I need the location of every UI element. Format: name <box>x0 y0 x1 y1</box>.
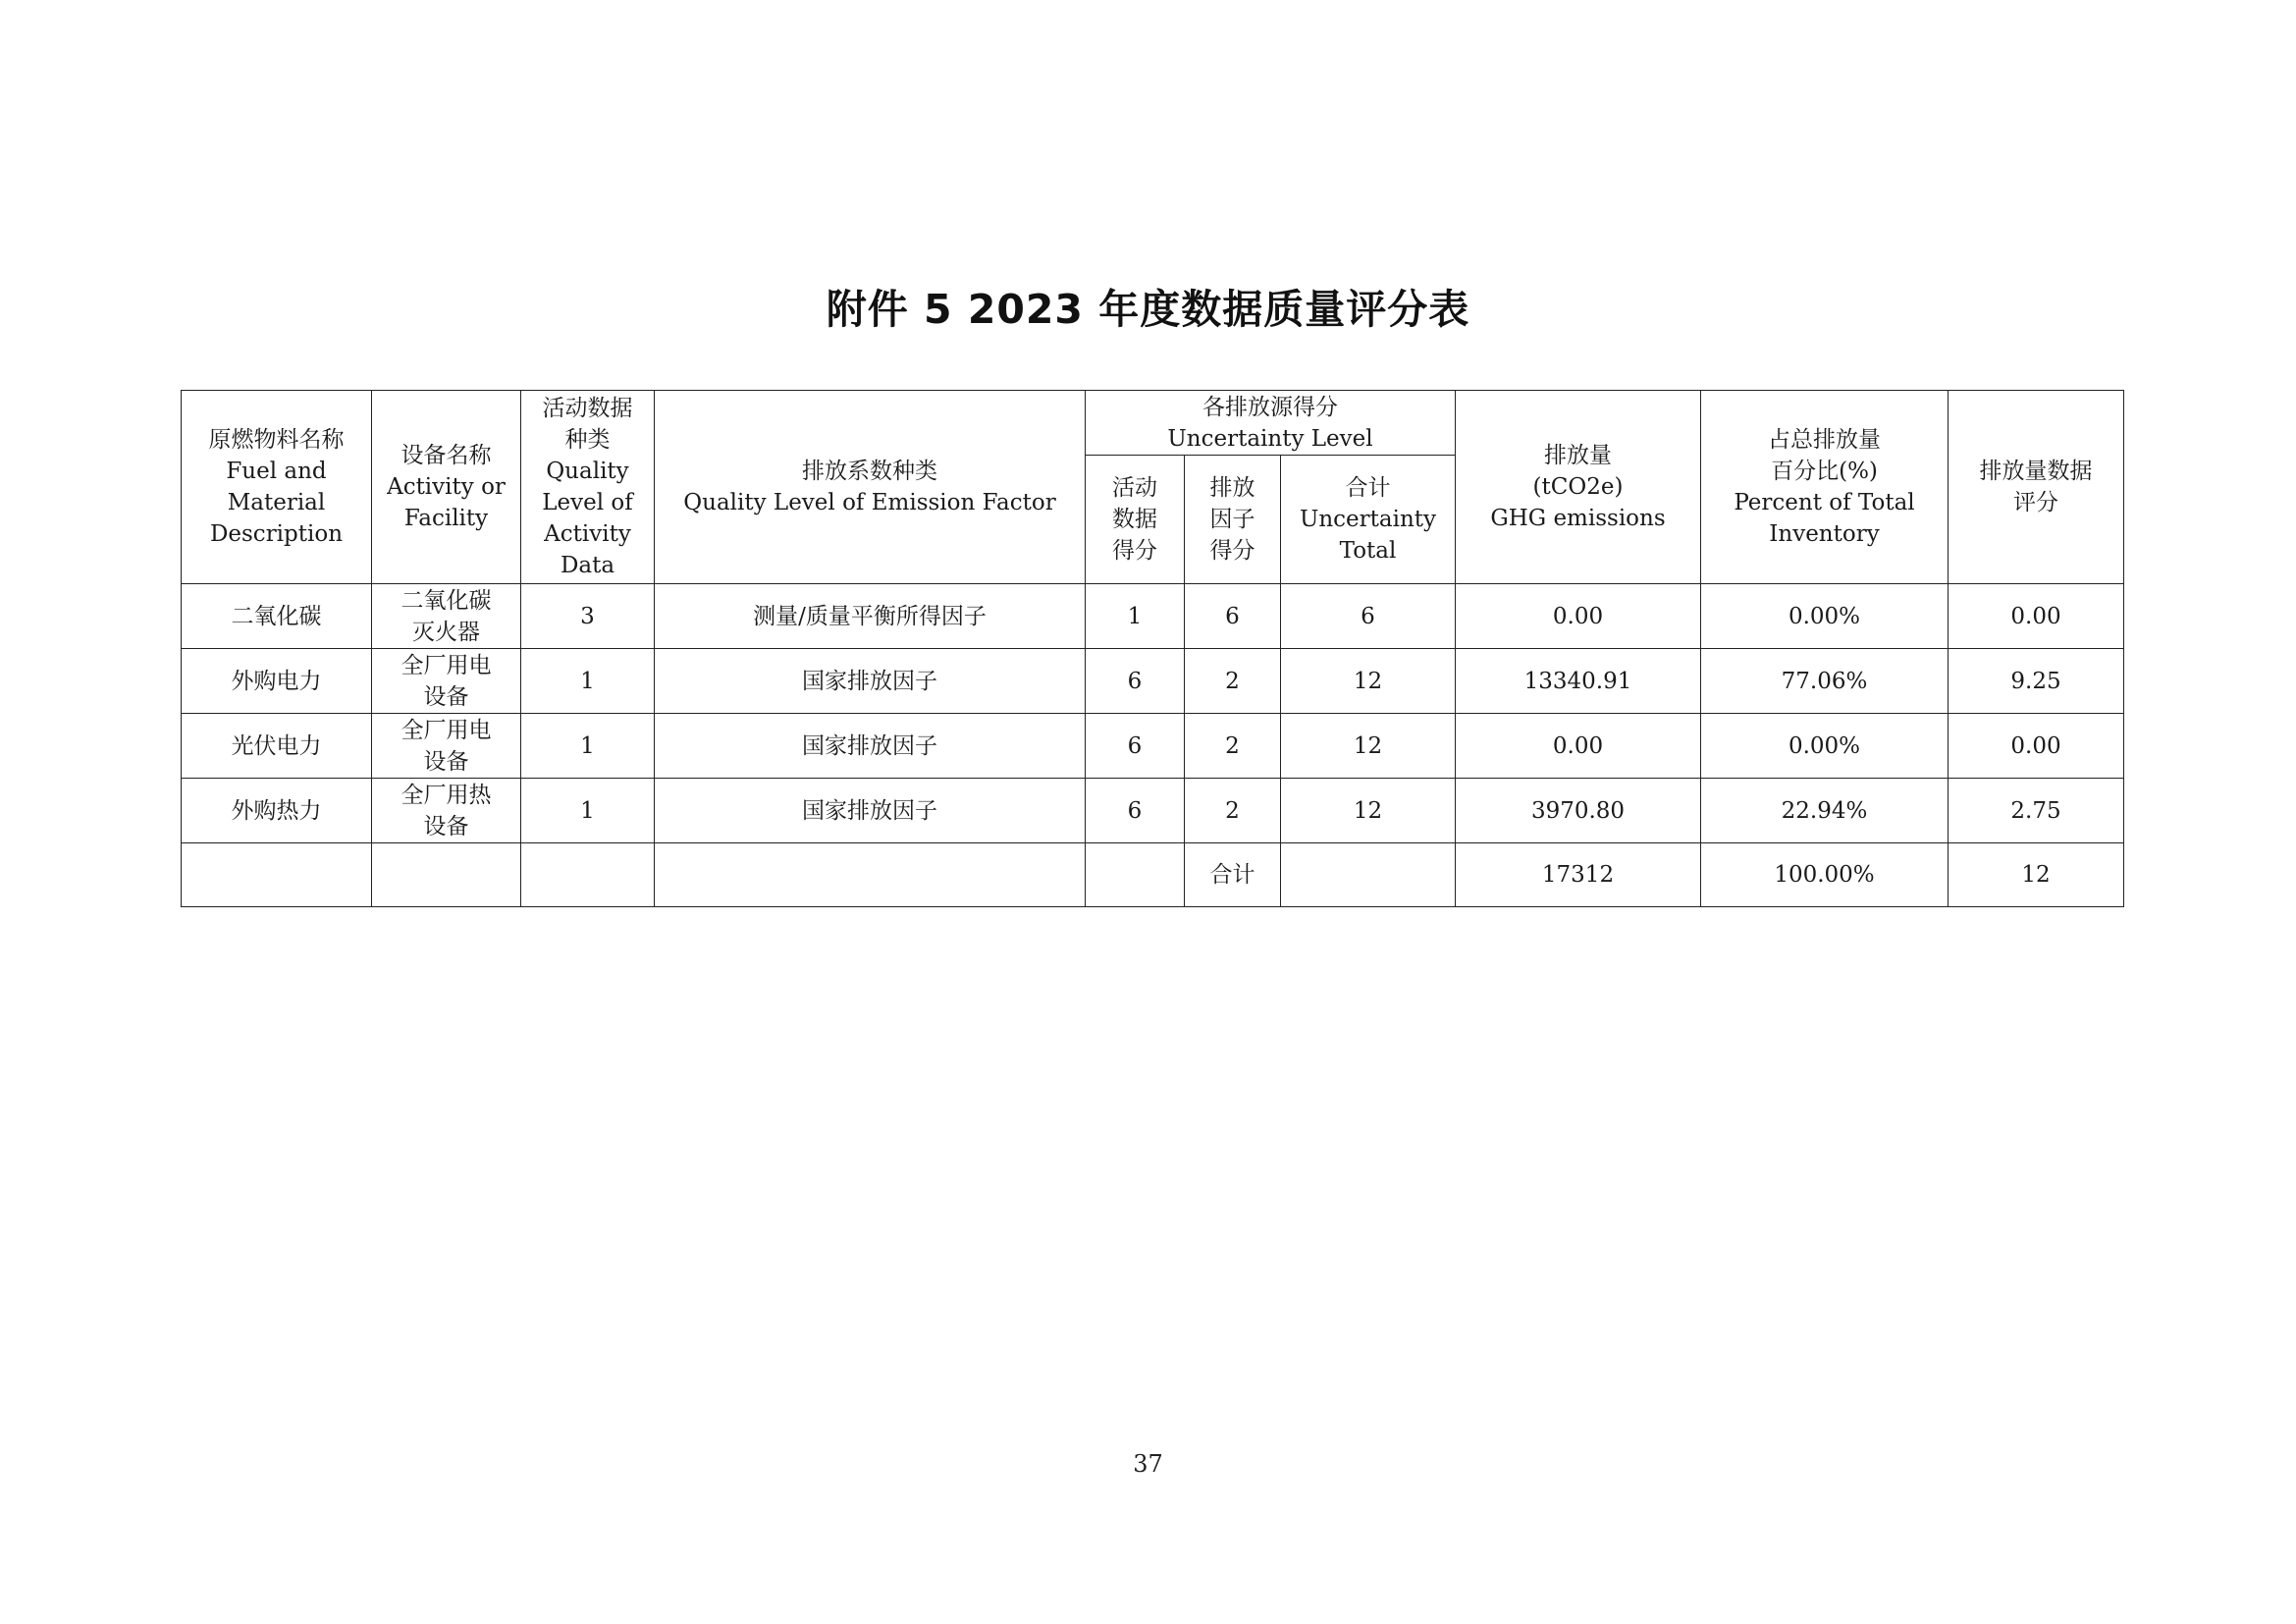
cell-rating: 0.00 <box>1949 584 2124 649</box>
cell-total: 12 <box>1281 714 1456 779</box>
cell-facility: 二氧化碳 灭火器 <box>372 584 521 649</box>
cell-fuel: 外购电力 <box>182 649 372 714</box>
cell-emissions: 0.00 <box>1456 714 1701 779</box>
empty-cell <box>655 843 1086 907</box>
cell-emissions: 0.00 <box>1456 584 1701 649</box>
total-row <box>182 843 2124 907</box>
header-total: 合计 Uncertainty Total <box>1281 456 1456 584</box>
cell-factor-score: 2 <box>1185 779 1281 843</box>
empty-cell <box>1281 843 1456 907</box>
header-row <box>182 391 2124 456</box>
cell-percent: 0.00% <box>1701 584 1949 649</box>
cell-factor-type: 国家排放因子 <box>655 779 1086 843</box>
cell-facility: 全厂用电 设备 <box>372 649 521 714</box>
cell-total: 6 <box>1281 584 1456 649</box>
cell-activity-score: 6 <box>1086 779 1185 843</box>
cell-percent: 22.94% <box>1701 779 1949 843</box>
cell-factor-type: 测量/质量平衡所得因子 <box>655 584 1086 649</box>
table-row <box>182 584 2124 649</box>
page-title: 附件 5 2023 年度数据质量评分表 <box>826 286 1470 333</box>
cell-activity-level: 3 <box>521 584 655 649</box>
cell-activity-level: 1 <box>521 714 655 779</box>
total-percent: 100.00% <box>1701 843 1949 907</box>
header-factor-score: 排放 因子 得分 <box>1185 456 1281 584</box>
header-score-group: 各排放源得分 Uncertainty Level <box>1086 391 1456 456</box>
empty-cell <box>372 843 521 907</box>
total-label: 合计 <box>1185 843 1281 907</box>
cell-factor-score: 2 <box>1185 649 1281 714</box>
cell-facility: 全厂用电 设备 <box>372 714 521 779</box>
cell-fuel: 二氧化碳 <box>182 584 372 649</box>
cell-activity-score: 1 <box>1086 584 1185 649</box>
header-facility: 设备名称 Activity or Facility <box>372 391 521 584</box>
cell-total: 12 <box>1281 649 1456 714</box>
cell-rating: 0.00 <box>1949 714 2124 779</box>
empty-cell <box>182 843 372 907</box>
header-rating: 排放量数据 评分 <box>1949 391 2124 584</box>
table-row <box>182 649 2124 714</box>
cell-percent: 0.00% <box>1701 714 1949 779</box>
cell-activity-score: 6 <box>1086 649 1185 714</box>
page-number: 37 <box>1133 1450 1163 1478</box>
cell-factor-type: 国家排放因子 <box>655 649 1086 714</box>
cell-emissions: 3970.80 <box>1456 779 1701 843</box>
cell-percent: 77.06% <box>1701 649 1949 714</box>
cell-rating: 9.25 <box>1949 649 2124 714</box>
header-factor-type: 排放系数种类 Quality Level of Emission Factor <box>655 391 1086 584</box>
total-rating: 12 <box>1949 843 2124 907</box>
cell-rating: 2.75 <box>1949 779 2124 843</box>
header-activity-quality: 活动数据 种类 Quality Level of Activity Data <box>521 391 655 584</box>
header-activity-score: 活动 数据 得分 <box>1086 456 1185 584</box>
cell-factor-score: 6 <box>1185 584 1281 649</box>
cell-total: 12 <box>1281 779 1456 843</box>
cell-factor-score: 2 <box>1185 714 1281 779</box>
cell-emissions: 13340.91 <box>1456 649 1701 714</box>
table-row <box>182 779 2124 843</box>
data-quality-table <box>181 390 2124 907</box>
cell-activity-score: 6 <box>1086 714 1185 779</box>
cell-fuel: 外购热力 <box>182 779 372 843</box>
empty-cell <box>521 843 655 907</box>
cell-factor-type: 国家排放因子 <box>655 714 1086 779</box>
header-percent: 占总排放量 百分比(%) Percent of Total Inventory <box>1701 391 1949 584</box>
cell-activity-level: 1 <box>521 649 655 714</box>
cell-fuel: 光伏电力 <box>182 714 372 779</box>
table-row <box>182 714 2124 779</box>
cell-facility: 全厂用热 设备 <box>372 779 521 843</box>
header-fuel: 原燃物料名称 Fuel and Material Description <box>182 391 372 584</box>
total-emissions: 17312 <box>1456 843 1701 907</box>
empty-cell <box>1086 843 1185 907</box>
cell-activity-level: 1 <box>521 779 655 843</box>
header-emissions: 排放量 (tCO2e) GHG emissions <box>1456 391 1701 584</box>
